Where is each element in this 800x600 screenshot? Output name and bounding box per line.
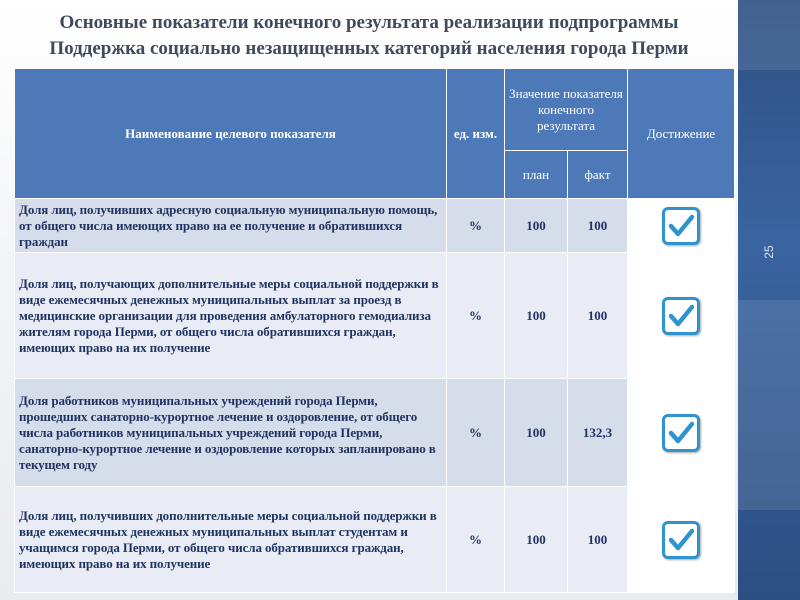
- header-unit: ед. изм.: [447, 69, 505, 199]
- fact-value: 100: [568, 199, 628, 253]
- plan-value: 100: [505, 379, 568, 487]
- header-value-group: Значение показателя конечного результата: [505, 69, 628, 151]
- unit-value: %: [447, 199, 505, 253]
- title-line-2: Поддержка социально незащищенных категорий населения города Перми: [49, 38, 689, 59]
- fact-value: 132,3: [568, 379, 628, 487]
- plan-value: 100: [505, 487, 568, 593]
- header-plan: план: [505, 151, 568, 199]
- page-title: [0, 10, 738, 62]
- checkbox-checked-icon: [662, 521, 700, 559]
- achievement-cell: [628, 379, 735, 487]
- title-line-1: Основные показатели конечного результата реализации подпрограммы: [59, 12, 679, 33]
- header-indicator-name: Наименование целевого показателя: [15, 69, 447, 199]
- achievement-cell: [628, 487, 735, 593]
- side-panel: [738, 0, 800, 70]
- unit-value: %: [447, 487, 505, 593]
- plan-value: 100: [505, 253, 568, 379]
- fact-value: 100: [568, 487, 628, 593]
- table-row: [15, 199, 735, 253]
- indicators-table: [14, 68, 735, 593]
- achievement-cell: [628, 199, 735, 253]
- indicator-name: Доля работников муниципальных учреждений города Перми, прошедших санаторно-курортное лечение и оздоровление, от общего числа работников муниципальных учреждений города Перми, санаторно-курортное лечение и оздоровление которых запланировано в текущем году: [15, 379, 447, 487]
- fact-value: 100: [568, 253, 628, 379]
- side-decoration-bar: [738, 0, 800, 600]
- checkbox-checked-icon: [662, 297, 700, 335]
- unit-value: %: [447, 379, 505, 487]
- checkbox-checked-icon: [662, 414, 700, 452]
- table-row: [15, 253, 735, 379]
- side-panel: [738, 300, 800, 510]
- indicator-name: Доля лиц, получивших адресную социальную муниципальную помощь, от общего числа имеющих право на ее получение и обратившихся граждан: [15, 199, 447, 253]
- header-fact: факт: [568, 151, 628, 199]
- table-row: [15, 487, 735, 593]
- achievement-cell: [628, 253, 735, 379]
- indicator-name: Доля лиц, получивших дополнительные меры социальной поддержки в виде ежемесячных денежных муниципальных выплат студентам и учащимся города Перми, от общего числа обратившихся граждан, имеющих право на их получение: [15, 487, 447, 593]
- table-row: [15, 379, 735, 487]
- indicator-name: Доля лиц, получающих дополнительные меры социальной поддержки в виде ежемесячных денежных муниципальных выплат за проезд в медицинские организации для проведения амбулаторного гемодиализа жителям города Перми, от общего числа обратившихся граждан, имеющих право на их получение: [15, 253, 447, 379]
- plan-value: 100: [505, 199, 568, 253]
- page-number: 25: [762, 245, 776, 259]
- unit-value: %: [447, 253, 505, 379]
- header-achievement: Достижение: [628, 69, 735, 199]
- checkbox-checked-icon: [662, 207, 700, 245]
